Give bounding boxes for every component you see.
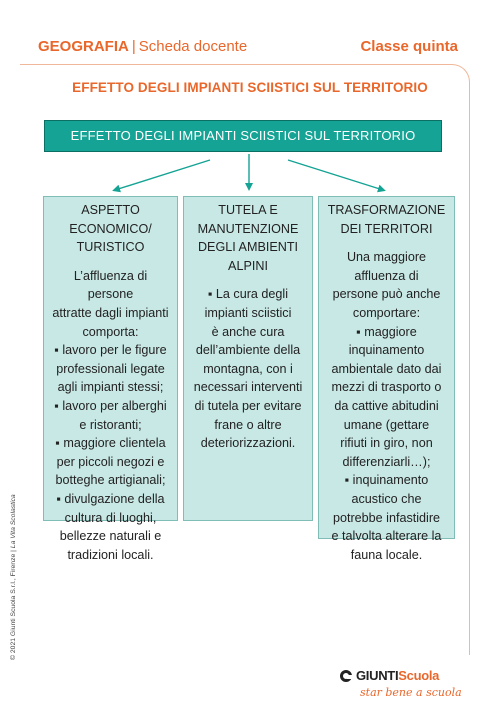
body-line: ▪ inquinamento bbox=[344, 473, 429, 488]
body-line: agli impianti stessi; bbox=[57, 380, 164, 395]
body-line: tradizioni locali. bbox=[67, 547, 154, 562]
body-line: acustico che bbox=[351, 491, 422, 506]
column-economic bbox=[43, 196, 178, 562]
body-line: botteghe artigianali; bbox=[55, 473, 166, 488]
column-body bbox=[190, 285, 306, 452]
arrow-left bbox=[115, 160, 210, 190]
title-line: TUTELA E bbox=[218, 203, 278, 217]
body-line: potrebbe infastidire bbox=[332, 510, 441, 525]
body-line: ambientale dato dai bbox=[331, 361, 442, 376]
body-line: necessari interventi bbox=[193, 380, 303, 395]
class-label: Classe quinta bbox=[360, 38, 458, 55]
subject-label: GEOGRAFIA bbox=[38, 38, 129, 55]
body-line: comporta: bbox=[82, 324, 139, 339]
column-title bbox=[50, 201, 171, 257]
body-line: e ristoranti; bbox=[79, 417, 142, 432]
title-line: TURISTICO bbox=[76, 240, 145, 255]
body-line: fauna locale. bbox=[350, 547, 423, 562]
title-line: TRASFORMAZIONE bbox=[327, 203, 446, 217]
logo-text-a: GIUNTI bbox=[356, 668, 399, 683]
column-body bbox=[325, 248, 448, 564]
body-line: inquinamento bbox=[348, 343, 425, 358]
page-title: EFFETTO DEGLI IMPIANTI SCIISTICI SUL TERRITORIO bbox=[72, 80, 428, 95]
body-line: umane (gettare bbox=[343, 417, 430, 432]
body-line: professionali legate bbox=[56, 361, 165, 376]
body-line: dell’ambiente della bbox=[195, 343, 301, 358]
doc-type-label: Scheda docente bbox=[138, 38, 248, 55]
body-line: affluenza di bbox=[354, 268, 419, 283]
body-line: ▪ lavoro per alberghi bbox=[54, 398, 167, 413]
body-line: deteriorizzazioni. bbox=[200, 436, 296, 451]
body-line: ▪ maggiore clientela bbox=[55, 436, 166, 451]
body-line: montagna, con i bbox=[203, 361, 293, 376]
diagram-banner: EFFETTO DEGLI IMPIANTI SCIISTICI SUL TERRITORIO bbox=[44, 120, 442, 152]
body-line: frane o altre bbox=[214, 417, 282, 432]
body-line: cultura di luoghi, bbox=[64, 510, 157, 525]
body-line: e talvolta alterare la bbox=[331, 529, 442, 544]
body-line: impianti sciistici bbox=[204, 305, 292, 320]
body-line: è anche cura bbox=[211, 324, 285, 339]
logo-text-b: Scuola bbox=[398, 668, 440, 683]
column-title bbox=[190, 201, 306, 275]
logo-wordmark bbox=[356, 668, 439, 683]
body-line: ▪ divulgazione della bbox=[56, 491, 165, 506]
body-line: per piccoli negozi e bbox=[56, 454, 165, 469]
body-line: Una maggiore bbox=[346, 250, 427, 265]
body-line: attratte dagli impianti bbox=[52, 305, 169, 320]
body-line: mezzi di trasporto o bbox=[331, 380, 442, 395]
body-line: da cattive abitudini bbox=[334, 398, 439, 413]
column-protection bbox=[183, 196, 313, 521]
body-line: L’affluenza di persone bbox=[73, 268, 148, 302]
magazine-name: La Vita Scolastica bbox=[10, 494, 17, 549]
body-line: comportare: bbox=[352, 305, 421, 320]
title-line: ECONOMICO/ bbox=[69, 221, 152, 236]
copyright-note bbox=[10, 494, 17, 660]
body-line: differenziarli…); bbox=[342, 454, 431, 469]
title-line: DEGLI AMBIENTI bbox=[197, 240, 299, 255]
column-body bbox=[50, 267, 171, 565]
title-line: ALPINI bbox=[228, 258, 268, 273]
body-line: bellezze naturali e bbox=[59, 529, 162, 544]
body-line: ▪ La cura degli bbox=[207, 287, 289, 302]
body-line: rifiuti in giro, non bbox=[340, 436, 433, 451]
copyright-text: © 2021 Giunti Scuola S.r.l., Firenze | bbox=[10, 548, 17, 660]
giunti-logo-icon bbox=[340, 670, 352, 682]
body-line: ▪ maggiore bbox=[356, 324, 417, 339]
column-title bbox=[325, 201, 448, 238]
title-line: ASPETTO bbox=[81, 203, 140, 217]
body-line: ▪ lavoro per le figure bbox=[54, 343, 167, 358]
title-line: DEI TERRITORI bbox=[340, 221, 433, 236]
body-line: di tutela per evitare bbox=[194, 398, 302, 413]
logo-tagline: star bene a scuola bbox=[360, 686, 462, 699]
title-line: MANUTENZIONE bbox=[197, 221, 299, 236]
body-line: persone può anche bbox=[332, 287, 441, 302]
header-separator: | bbox=[131, 38, 136, 55]
arrow-right bbox=[288, 160, 383, 190]
column-transformation bbox=[318, 196, 455, 562]
